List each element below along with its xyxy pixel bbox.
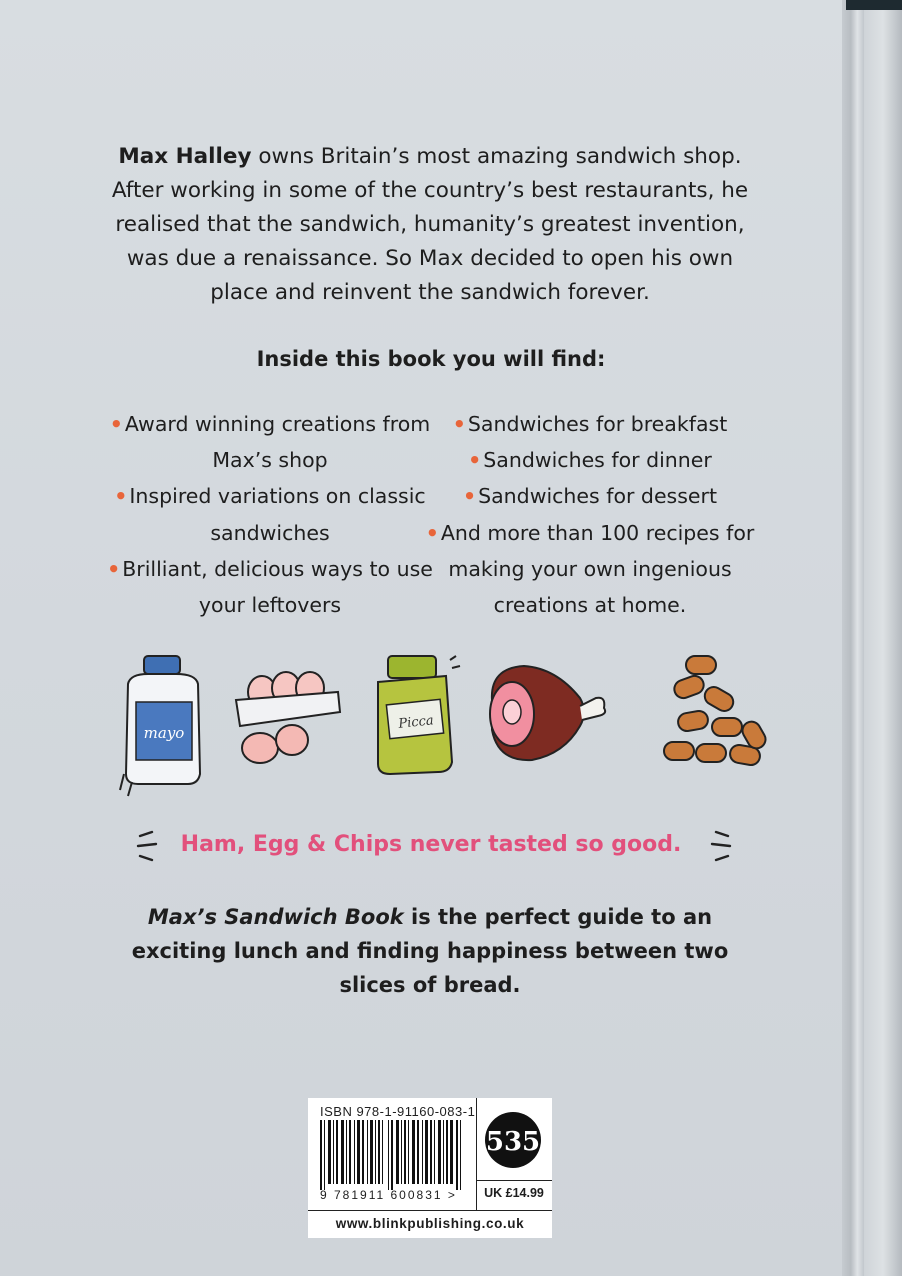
piccalilli-jar-illustration [366,650,462,780]
mayo-jar-illustration [118,650,208,800]
chips-illustration [660,650,778,786]
feature-item: •Brilliant, delicious ways to use your leftovers [107,556,433,618]
intro-paragraph [110,140,750,310]
closing-paragraph [130,900,730,1002]
tagline: Ham, Egg & Chips never tasted so good. [180,832,682,857]
publisher-logo-text: 535 [485,1127,541,1157]
corner-tab [846,0,902,10]
eggs-illustration [228,650,346,780]
inside-heading: Inside this book you will find: [256,347,606,371]
feature-item: •Inspired variations on classic sandwiches [114,484,426,545]
right-flourish-icon [708,830,732,862]
jar-label: Picca [397,713,435,732]
feature-list-right [420,406,760,623]
feature-item: •Award winning creations from Max’s shop [109,412,431,473]
feature-item: •Sandwiches for dinner [468,448,712,473]
bullet-dot-icon: • [452,412,466,436]
bullet-dot-icon: • [425,520,439,545]
intro-text: owns Britain’s most amazing sandwich shop. After working in some of the country’s best restaurants, he realised that the sandwich, humanity’s greatest invention, was due a renaissance. So Max decided to open his own place and reinvent the sandwich forever. [111,144,749,305]
isbn-number: ISBN 978-1-91160-083-1 [320,1104,476,1119]
book-title: Max’s Sandwich Book [147,905,404,929]
bullet-dot-icon: • [107,556,121,581]
book-spine [864,0,902,1276]
bullet-dot-icon: • [109,412,123,436]
barcode-panel [308,1098,552,1238]
bullet-dot-icon: • [468,448,482,473]
ham-illustration [484,650,610,774]
feature-item: •Sandwiches for breakfast [452,412,728,436]
bullet-dot-icon: • [463,484,477,509]
publisher-logo [482,1106,544,1174]
closing-text: is the perfect guide to an exciting lunch and finding happiness between two slices of bread. [131,905,729,997]
divider [308,1210,552,1211]
feature-item: •And more than 100 recipes for making your own ingenious creations at home. [425,520,755,618]
spine-hinge [842,0,864,1276]
divider [476,1098,477,1210]
bullet-dot-icon: • [114,484,128,509]
publisher-website: www.blinkpublishing.co.uk [335,1216,525,1231]
barcode-icon [318,1120,468,1190]
divider [476,1180,552,1181]
feature-item: •Sandwiches for dessert [463,484,717,509]
barcode-digits: 9 781911 600831 > [320,1188,457,1202]
author-name: Max Halley [118,144,252,169]
feature-list-left [100,406,440,623]
price: UK £14.99 [484,1186,544,1200]
mayo-label: mayo [143,724,185,742]
